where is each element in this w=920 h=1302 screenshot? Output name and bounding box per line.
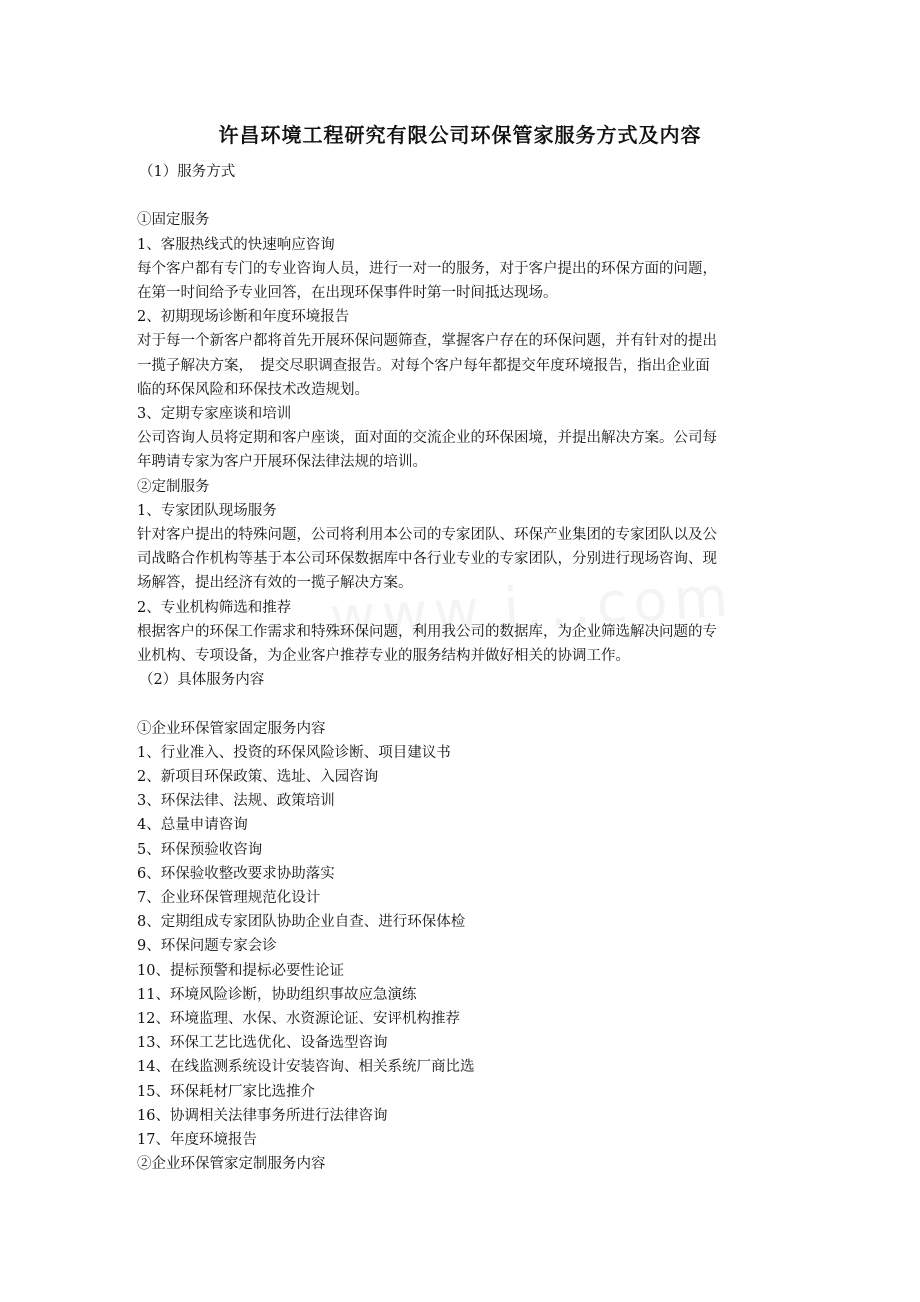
custom-service-list: [137, 499, 785, 668]
list-item: 1、行业准入、投资的环保风险诊断、项目建议书: [137, 744, 451, 761]
list-item: 16、协调相关法律事务所进行法律咨询: [137, 1107, 388, 1124]
item-text-line: 每个客户都有专门的专业咨询人员，进行一对一的服务，对于客户提出的环保方面的问题，: [137, 260, 717, 277]
list-item: 15、环保耗材厂家比选推介: [137, 1083, 315, 1100]
item-text-line: 司战略合作机构等基于本公司环保数据库中各行业专业的专家团队，分别进行现场咨询、现: [137, 551, 717, 568]
section2-heading: （2）具体服务内容: [139, 672, 265, 689]
item-title: 1、客服热线式的快速响应咨询: [137, 236, 335, 253]
document-body: [137, 160, 785, 1177]
list-item: 8、定期组成专家团队协助企业自查、进行环保体检: [137, 914, 466, 931]
item-text-line: 根据客户的环保工作需求和特殊环保问题，利用我公司的数据库，为企业筛选解决问题的专: [137, 623, 717, 640]
fixed-content-list: [137, 741, 785, 1152]
list-item: 14、在线监测系统设计安装咨询、相关系统厂商比选: [137, 1059, 475, 1076]
fixed-service-heading: ①固定服务: [137, 212, 210, 229]
list-item: 2、新项目环保政策、选址、入园咨询: [137, 769, 379, 786]
item-title: 3、定期专家座谈和培训: [137, 406, 292, 423]
list-item: 12、环境监理、水保、水资源论证、安评机构推荐: [137, 1011, 460, 1028]
fixed-content-heading: ①企业环保管家固定服务内容: [137, 720, 326, 737]
item-text-line: 在第一时间给予专业回答，在出现环保事件时第一时间抵达现场。: [137, 285, 558, 301]
list-item: 5、环保预验收咨询: [137, 841, 263, 858]
item-title: 2、初期现场诊断和年度环境报告: [137, 309, 350, 326]
list-item: 9、环保问题专家会诊: [137, 938, 277, 955]
item-title: 2、专业机构筛选和推荐: [137, 599, 292, 616]
list-item: 11、环境风险诊断，协助组织事故应急演练: [137, 986, 417, 1003]
item-text-line: 场解答，提出经济有效的一揽子解决方案。: [137, 575, 413, 592]
item-text-line: 公司咨询人员将定期和客户座谈，面对面的交流企业的环保困境，并提出解决方案。公司每: [137, 430, 717, 447]
list-item: 7、企业环保管理规范化设计: [137, 890, 321, 907]
fixed-service-list: [137, 233, 785, 475]
section1-heading: （1）服务方式: [139, 164, 236, 180]
item-title: 1、专家团队现场服务: [137, 502, 277, 519]
item-text-line: 一揽子解决方案， 提交尽职调查报告。对每个客户每年都提交年度环境报告，指出企业面: [137, 357, 710, 374]
blank-line: [137, 692, 785, 716]
list-item: 6、环保验收整改要求协助落实: [137, 865, 335, 882]
list-item: 17、年度环境报告: [137, 1132, 257, 1149]
list-item: 4、总量申请咨询: [137, 817, 248, 834]
custom-service-heading: ②定制服务: [137, 478, 210, 495]
blank-line: [137, 184, 785, 208]
list-item: 3、环保法律、法规、政策培训: [137, 793, 335, 810]
item-text-line: 针对客户提出的特殊问题，公司将利用本公司的专家团队、环保产业集团的专家团队以及公: [137, 527, 717, 544]
document-title: 许昌环境工程研究有限公司环保管家服务方式及内容: [218, 123, 702, 147]
list-item: 13、环保工艺比选优化、设备选型咨询: [137, 1035, 388, 1052]
item-text-line: 业机构、专项设备，为企业客户推荐专业的服务结构并做好相关的协调工作。: [137, 648, 630, 665]
item-text-line: 对于每一个新客户都将首先开展环保问题筛查，掌握客户存在的环保问题，并有针对的提出: [137, 333, 717, 350]
item-text-line: 临的环保风险和环保技术改造规划。: [137, 381, 369, 398]
item-text-line: 年聘请专家为客户开展环保法律法规的培训。: [137, 454, 427, 471]
custom-content-heading: ②企业环保管家定制服务内容: [137, 1156, 326, 1173]
list-item: 10、提标预警和提标必要性论证: [137, 962, 344, 979]
